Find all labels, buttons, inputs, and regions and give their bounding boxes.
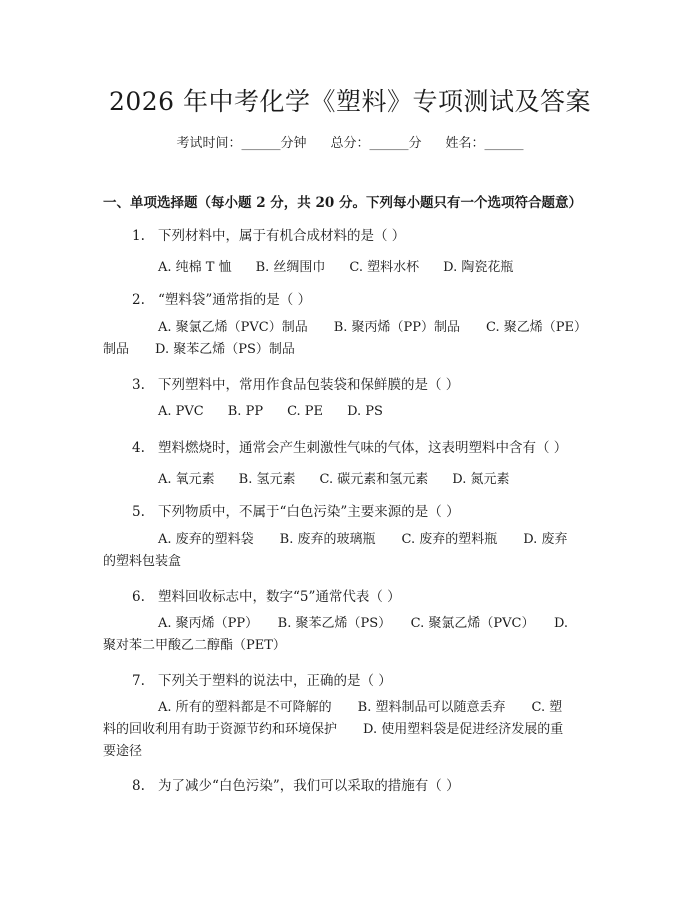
section-heading: 一、单项选择题（每小题 2 分，共 20 分。下列每小题只有一个选项符合题意）: [103, 195, 582, 211]
options: [103, 529, 603, 573]
question: [132, 288, 311, 308]
question-number: 8.: [132, 778, 145, 794]
option: B. PP: [227, 404, 264, 419]
exam-time: 考试时间：______分钟: [176, 136, 307, 151]
option: A. PVC: [158, 404, 204, 419]
option-line: 要途径: [103, 744, 143, 759]
question-number: 3.: [132, 377, 145, 393]
total-score: 总分：______分: [330, 136, 422, 151]
question-number: 6.: [132, 589, 145, 605]
option: B. 氢元素: [238, 472, 296, 487]
question-text: 下列材料中，属于有机合成材料的是（ ）: [158, 228, 406, 244]
options: [103, 317, 603, 361]
question: [132, 585, 401, 605]
question: [132, 500, 460, 520]
option: C. PE: [287, 404, 324, 419]
question-text: 为了减少“白色污染”，我们可以采取的措施有（ ）: [158, 778, 460, 794]
option: A. 纯棉 T 恤: [158, 260, 232, 275]
option-line: A. 废弃的塑料袋 B. 废弃的玻璃瓶 C. 废弃的塑料瓶 D. 废弃: [158, 532, 568, 547]
question-text: 塑料燃烧时，通常会产生刺激性气味的气体，这表明塑料中含有（ ）: [158, 440, 568, 456]
question-number: 5.: [132, 504, 145, 520]
student-name: 姓名：______: [445, 136, 524, 151]
option-line: A. 所有的塑料都是不可降解的 B. 塑料制品可以随意丢弃 C. 塑: [158, 700, 563, 715]
option-line: A. 聚氯乙烯（PVC）制品 B. 聚丙烯（PP）制品 C. 聚乙烯（PE）: [158, 320, 588, 335]
options: [158, 468, 533, 487]
page-title: 2026 年中考化学《塑料》专项测试及答案: [108, 87, 592, 116]
question: [132, 669, 392, 689]
question-text: 下列物质中，不属于“白色污染”主要来源的是（ ）: [158, 504, 460, 520]
question: [132, 774, 460, 794]
question-number: 1.: [132, 228, 145, 244]
option: D. 陶瓷花瓶: [443, 260, 514, 275]
option: D. 氮元素: [452, 472, 510, 487]
options: [158, 256, 537, 275]
question-text: “塑料袋”通常指的是（ ）: [158, 292, 312, 308]
option-line: A. 聚丙烯（PP） B. 聚苯乙烯（PS） C. 聚氯乙烯（PVC） D.: [158, 616, 569, 631]
question-text: 下列关于塑料的说法中，正确的是（ ）: [158, 673, 392, 689]
options: [103, 697, 603, 763]
question-number: 7.: [132, 673, 145, 689]
option: C. 塑料水杯: [349, 260, 420, 275]
option: C. 碳元素和氢元素: [319, 472, 429, 487]
question: [132, 224, 405, 244]
option: B. 丝绸围巾: [255, 260, 326, 275]
option: D. PS: [347, 404, 383, 419]
option-line: 制品 D. 聚苯乙烯（PS）制品: [103, 342, 295, 357]
options: [158, 404, 407, 419]
option-line: 料的回收利用有助于资源节约和环境保护 D. 使用塑料袋是促进经济发展的重: [103, 722, 564, 737]
question-text: 塑料回收标志中，数字“5”通常代表（ ）: [158, 589, 401, 605]
option: A. 氧元素: [158, 472, 215, 487]
question-text: 下列塑料中，常用作食品包装袋和保鲜膜的是（ ）: [158, 377, 460, 393]
option-line: 聚对苯二甲酸乙二醇酯（PET）: [103, 638, 286, 653]
exam-info: [0, 132, 700, 151]
question: [132, 373, 459, 393]
option-line: 的塑料包装盒: [103, 554, 182, 569]
question: [132, 436, 567, 456]
options: [103, 613, 603, 657]
question-number: 2.: [132, 292, 145, 308]
question-number: 4.: [132, 440, 145, 456]
